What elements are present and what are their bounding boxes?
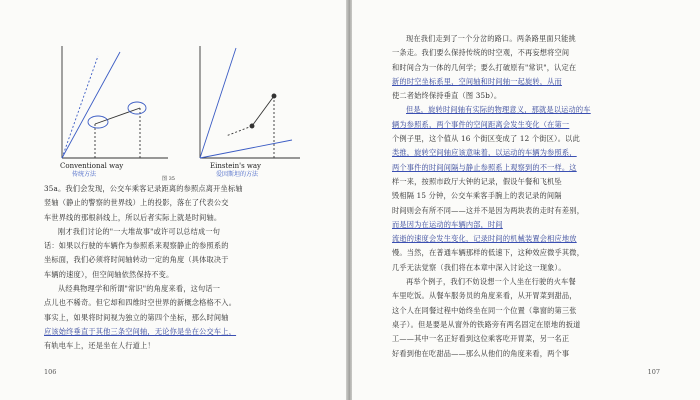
text-line: 有轨电车上，还是坐在人行道上！ — [44, 341, 155, 351]
left-diagram-label: Conventional way — [60, 162, 124, 170]
text-line-underlined: 应该始终垂直于其他三条空间轴，无论你是坐在公交车上， — [44, 326, 237, 336]
text-line-underlined: 类推，旋转空间轴应该意味着，以运动的车辆为参照系， — [392, 148, 577, 158]
text-line-underlined: 新的时空坐标系里，空间轴和时间轴一起旋转，从而 — [392, 76, 562, 86]
figure-35 — [40, 36, 310, 178]
left-page — [0, 0, 348, 400]
text-line: 几乎无法觉察（我们将在本章中深入讨论这一现象）。 — [392, 262, 566, 272]
text-line: 毁相隔 15 分钟，公交车乘客手腕上的表记录的间隔 — [392, 191, 562, 201]
text-line: 从经典物理学和所谓"常识"的角度来看，这句话一 — [58, 284, 221, 294]
text-line-underlined: 而是因为在运动的车辆内部，时间 — [392, 219, 503, 229]
text-line: 车世界线的那根斜线上，所以后者实际上就是时间轴。 — [44, 212, 222, 222]
page-number-left: 106 — [44, 368, 57, 376]
text-line: 慢。当然，在普通车辆那样的低速下，这种效应微乎其微， — [392, 248, 585, 258]
text-line-underlined: 两个事件的时间间隔与静止参照系上观察到的不一样。这 — [392, 162, 577, 172]
text-line: 现在我们走到了一个分岔的路口。两条路里面只能挑 — [406, 34, 576, 43]
text-line: 时间则会有所不同——这并不是因为两块表的走时有差别， — [392, 205, 585, 215]
text-line: 车里吃饭。从餐车服务员的角度来看，从开胃菜到甜品， — [392, 291, 577, 301]
text-line: 竖轴（静止的警察的世界线）上的投影，落在了代表公交 — [44, 198, 229, 208]
text-line: 工——其中一名正好看到这位乘客吃开胃菜，另一名正 — [392, 334, 570, 344]
text-line: 样一来，按照市政厅大钟的记录，假设午餐和飞机坠 — [392, 176, 562, 186]
text-line: 事实上，如果将时间视为独立的第四个坐标，那么时间轴 — [44, 312, 229, 322]
text-line-underlined: 流逝的速度会发生变化，记录时间的机械装置会相应地放 — [392, 234, 577, 244]
text-line: 一条走。我们要么保持传统的时空观，不再妄想将空间 — [392, 48, 570, 58]
text-line: 这个人在同餐过程中始终坐在同一个位置（靠窗的第三张 — [392, 305, 577, 315]
text-line: 坐标面，我们必须将时间轴转动一定的角度（具体取决于 — [44, 255, 229, 265]
text-line-underlined: 辆为参照系，两个事件的空间距离会发生变化（在第一 — [392, 119, 570, 129]
text-line: 好看到他在吃甜品——那么从他们的角度来看，两个事 — [392, 348, 570, 358]
text-line: 刚才我们讨论的"一大堆故事"或许可以总结成一句 — [58, 226, 221, 236]
text-line: 35a。我们会发现，公交车乘客记录距离的参照点离开坐标轴 — [44, 184, 243, 193]
text-line: 个例子里，这个值从 16 个街区变成了 12 个街区）。以此 — [392, 134, 580, 144]
text-line: 桌子）。但是要是从窗外的铁路旁有两名固定在原地的扳道 — [392, 319, 581, 329]
text-line: 再举个例子，我们不妨设想一个人坐在行驶的火车餐 — [406, 277, 576, 287]
text-line: 话：如果以行驶的车辆作为参照系来观察静止的参照系的 — [44, 241, 229, 251]
page-number-right: 107 — [647, 368, 660, 376]
text-line: 点儿也不稀奇。但它却和四维时空世界的新概念格格不入。 — [44, 298, 237, 308]
spacetime-diagram — [40, 36, 310, 178]
left-diagram-sublabel: 传统方法 — [72, 171, 97, 178]
text-line-underlined: 但是，旋转时间轴有实际的物理意义，那就是以运动的车 — [406, 105, 591, 115]
right-diagram-label: Einstein's way — [210, 162, 262, 170]
text-line: 车辆的速度），但空间轴依然保持不变。 — [44, 269, 174, 279]
right-page — [352, 0, 700, 400]
text-line: 使二者始终保持垂直（图 35b）。 — [392, 91, 502, 101]
right-body-text — [392, 32, 662, 361]
right-diagram-sublabel: 爱因斯坦的方法 — [216, 171, 259, 178]
left-body-text — [44, 182, 316, 354]
text-line: 和时间合为一体的几何学；要么打破原有"常识"，认定在 — [392, 62, 577, 72]
figure-caption: 图 35 — [162, 176, 175, 182]
